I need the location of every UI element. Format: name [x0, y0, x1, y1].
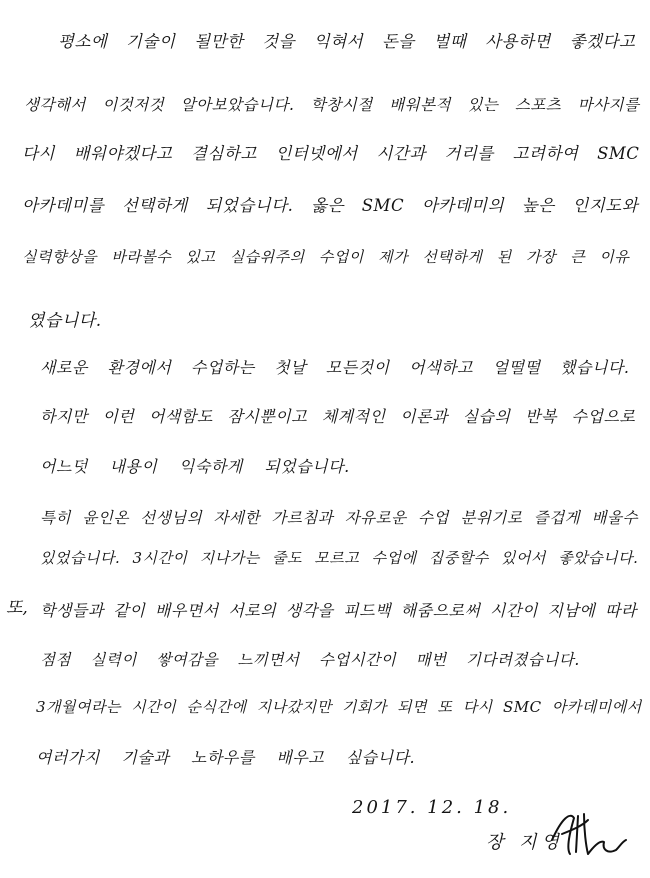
letter-line: 새로운 환경에서 수업하는 첫날 모든것이 어색하고 얼떨떨 했습니다.	[40, 358, 630, 377]
letter-line: 학생들과 같이 배우면서 서로의 생각을 피드백 해줌으로써 시간이 지남에 따라	[40, 601, 637, 620]
letter-line: 다시 배워야겠다고 결심하고 인터넷에서 시간과 거리를 고려하여 SMC	[22, 144, 640, 163]
letter-line: 여러가지 기술과 노하우를 배우고 싶습니다.	[36, 748, 416, 767]
letter-line: 특히 윤인온 선생님의 자세한 가르침과 자유로운 수업 분위기로 즐겁게 배울수	[40, 509, 638, 527]
letter-line: 3개월여라는 시간이 순식간에 지나갔지만 기회가 되면 또 다시 SMC 아카데미에서	[36, 698, 642, 716]
letter-line: 어느덧 내용이 익숙하게 되었습니다.	[40, 457, 350, 476]
letter-line: 있었습니다. 3시간이 지나가는 줄도 모르고 수업에 집중할수 있어서 좋았습니다.	[40, 549, 639, 567]
letter-line: 실력향상을 바라볼수 있고 실습위주의 수업이 제가 선택하게 된 가장 큰 이유	[22, 248, 630, 266]
handwritten-signature	[548, 810, 628, 860]
letter-line: 하지만 이런 어색함도 잠시뿐이고 체계적인 이론과 실습의 반복 수업으로	[40, 407, 636, 426]
signer-name: 장 지영	[486, 832, 564, 853]
letter-line: 였습니다.	[28, 311, 102, 331]
letter-date: 2017. 12. 18.	[352, 797, 512, 818]
letter-line: 평소에 기술이 될만한 것을 익혀서 돈을 벌때 사용하면 좋겠다고	[58, 32, 636, 51]
letter-line: 아카데미를 선택하게 되었습니다. 옳은 SMC 아카데미의 높은 인지도와	[22, 196, 639, 215]
paragraph-marker: 또,	[6, 598, 28, 618]
letter-line: 생각해서 이것저것 알아보았습니다. 학창시절 배워본적 있는 스포츠 마사지를	[24, 96, 640, 114]
letter-line: 점점 실력이 쌓여감을 느끼면서 수업시간이 매번 기다려졌습니다.	[40, 651, 580, 669]
